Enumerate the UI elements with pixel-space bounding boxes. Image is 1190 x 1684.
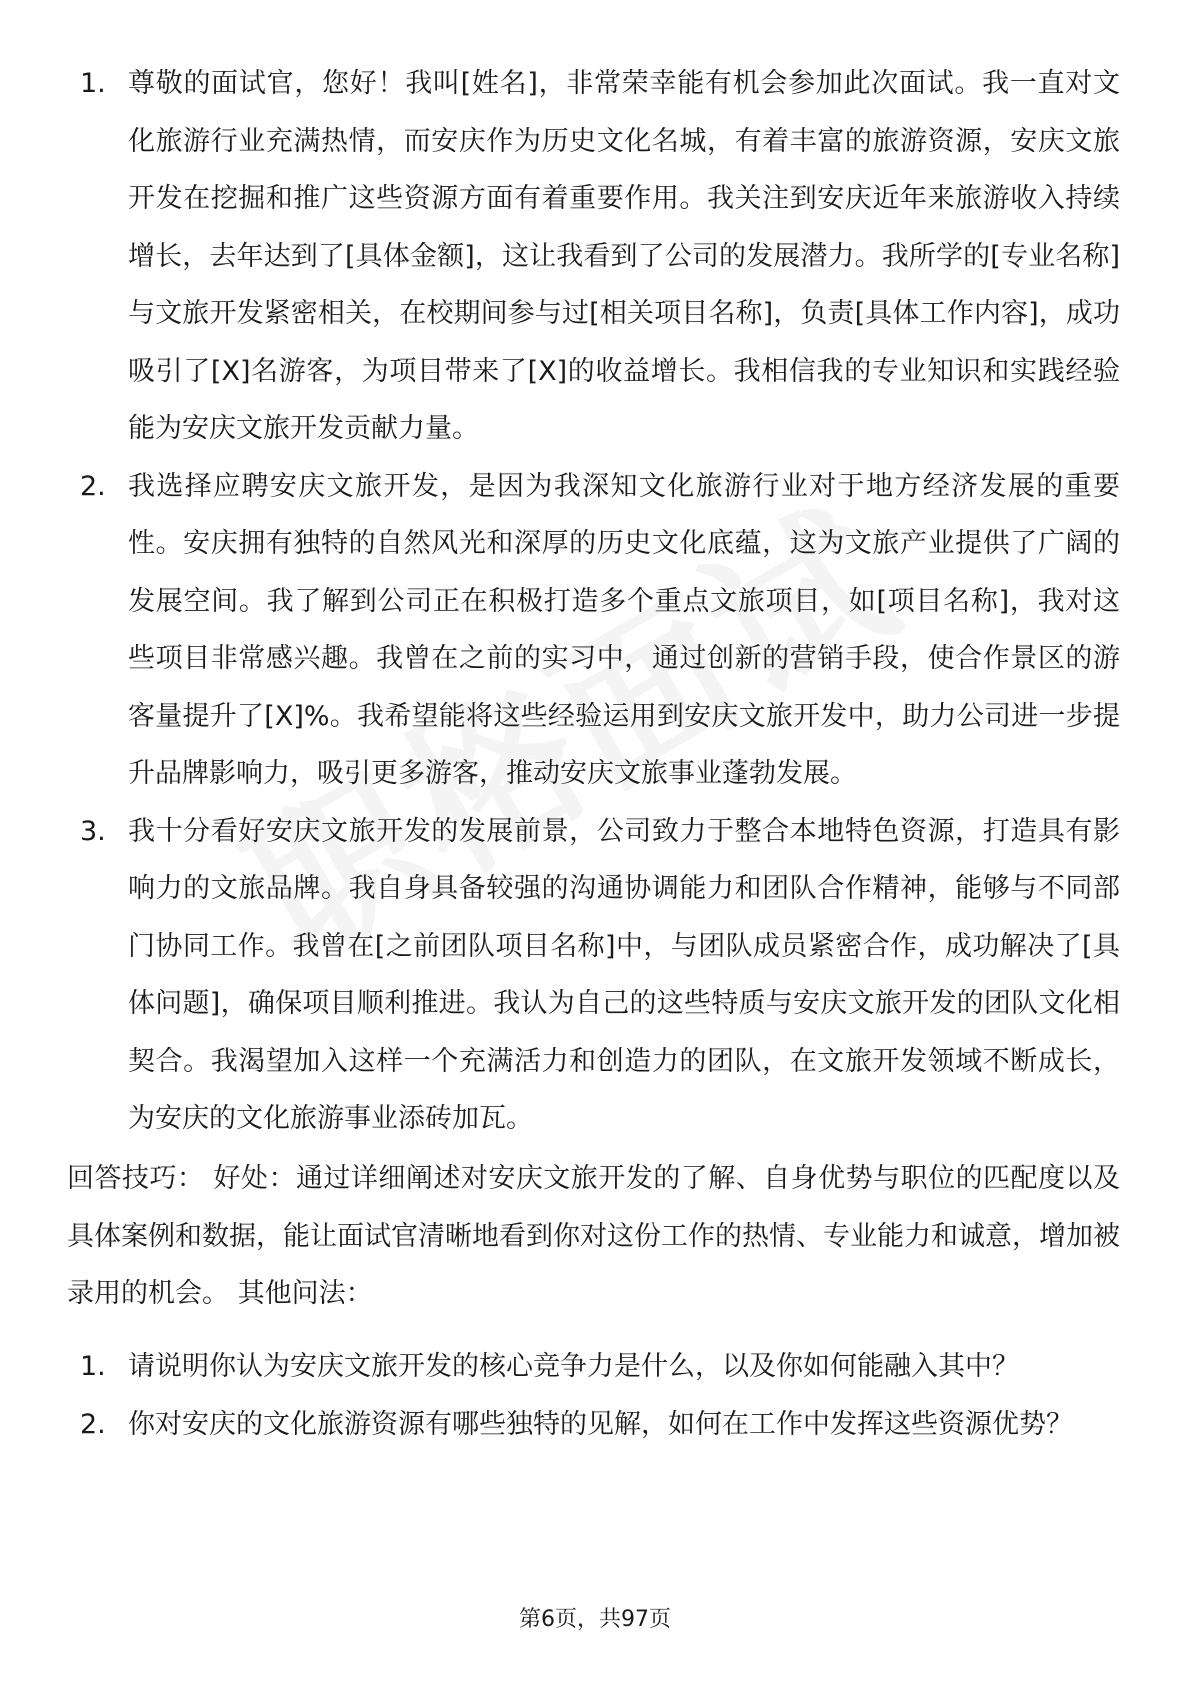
question-number: 1. bbox=[80, 1351, 106, 1382]
other-questions-list bbox=[80, 1338, 1120, 1453]
answer-text: 我十分看好安庆文旅开发的发展前景，公司致力于整合本地特色资源，打造具有影响力的文旅品牌。我自身具备较强的沟通协调能力和团队合作精神，能够与不同部门协同工作。我曾在[之前团队项目名称]中，与团队成员紧密合作，成功解决了[具体问题]，确保项目顺利推进。我认为自己的这些特质与安庆文旅开发的团队文化相契合。我渴望加入这样一个充满活力和创造力的团队，在文旅开发领域不断成长，为安庆的文化旅游事业添砖加瓦。 bbox=[128, 815, 1120, 1134]
answer-number: 2. bbox=[80, 470, 106, 502]
question-number: 2. bbox=[80, 1408, 106, 1440]
answer-item-3 bbox=[80, 803, 1120, 1148]
answer-tips: 回答技巧： 好处：通过详细阐述对安庆文旅开发的了解、自身优势与职位的匹配度以及具体案例和数据，能让面试官清晰地看到你对这份工作的热情、专业能力和诚意，增加被录用的机会。 其他问法： bbox=[67, 1163, 1120, 1309]
answer-number: 1. bbox=[80, 68, 106, 99]
question-text: 你对安庆的文化旅游资源有哪些独特的见解，如何在工作中发挥这些资源优势？ bbox=[128, 1408, 1073, 1440]
answer-text: 我选择应聘安庆文旅开发，是因为我深知文化旅游行业对于地方经济发展的重要性。安庆拥有独特的自然风光和深厚的历史文化底蕴，这为文旅产业提供了广阔的发展空间。我了解到公司正在积极打造多个重点文旅项目，如[项目名称]，我对这些项目非常感兴趣。我曾在之前的实习中，通过创新的营销手段，使合作景区的游客量提升了[X]%。我希望能将这些经验运用到安庆文旅开发中，助力公司进一步提升品牌影响力，吸引更多游客，推动安庆文旅事业蓬勃发展。 bbox=[128, 470, 1120, 789]
answer-text: 尊敬的面试官，您好！我叫[姓名]，非常荣幸能有机会参加此次面试。我一直对文化旅游行业充满热情，而安庆作为历史文化名城，有着丰富的旅游资源，安庆文旅开发在挖掘和推广这些资源方面有着重要作用。我关注到安庆近年来旅游收入持续增长，去年达到了[具体金额]，这让我看到了公司的发展潜力。我所学的[专业名称]与文旅开发紧密相关，在校期间参与过[相关项目名称]，负责[具体工作内容]，成功吸引了[X]名游客，为项目带来了[X]的收益增长。我相信我的专业知识和实践经验能为安庆文旅开发贡献力量。 bbox=[128, 68, 1120, 444]
answer-list bbox=[80, 55, 1120, 1148]
page-footer: 第6页，共97页 bbox=[519, 1607, 671, 1632]
question-text: 请说明你认为安庆文旅开发的核心竞争力是什么，以及你如何能融入其中？ bbox=[128, 1351, 1019, 1382]
answer-item-2 bbox=[80, 458, 1120, 803]
answer-number: 3. bbox=[80, 815, 106, 847]
answer-item-1 bbox=[80, 55, 1120, 458]
other-question-item-1 bbox=[80, 1338, 1120, 1396]
other-question-item-2 bbox=[80, 1396, 1120, 1454]
